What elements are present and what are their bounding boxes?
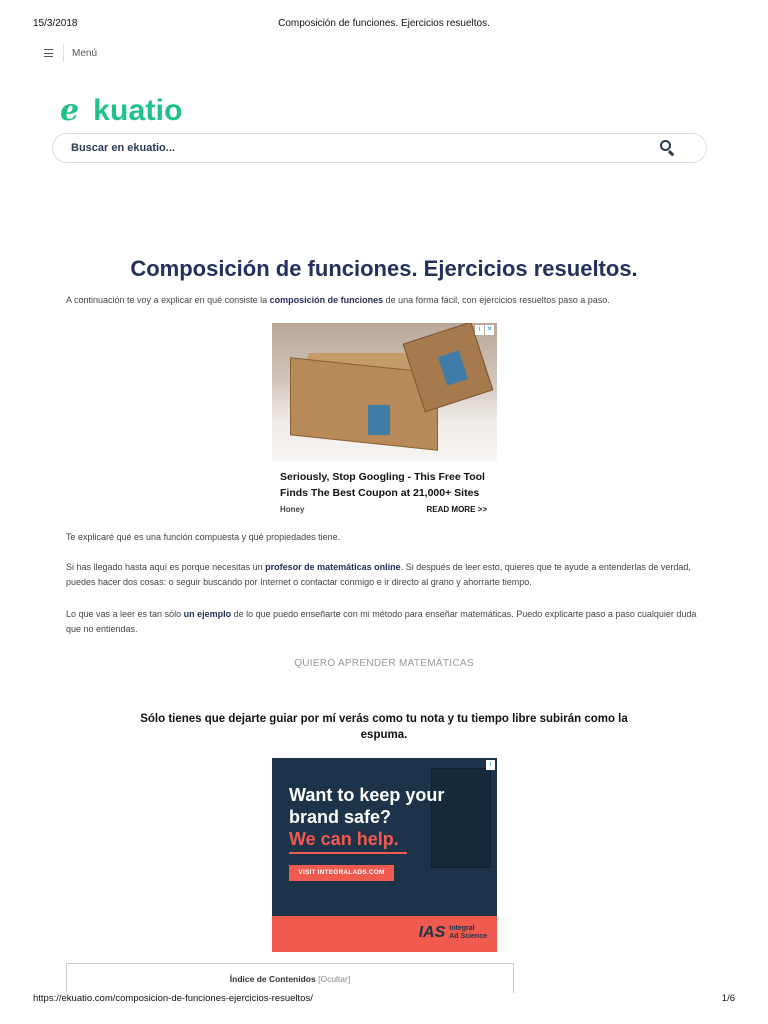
- search-icon[interactable]: [658, 138, 678, 158]
- toc-toggle[interactable]: [Ocultar]: [318, 974, 351, 984]
- print-page-number: 1/6: [721, 993, 735, 1004]
- logo-mark: e: [60, 93, 80, 128]
- ias-logo: IAS Integral Ad Science: [418, 924, 487, 941]
- menu-label[interactable]: Menú: [72, 47, 98, 59]
- intro-emphasis: composición de funciones: [269, 295, 384, 305]
- ad-headline[interactable]: Seriously, Stop Googling - This Free Tool Finds The Best Coupon at 21,000+ Sites: [280, 471, 485, 499]
- ad-image[interactable]: [272, 323, 497, 461]
- ad-footer: [272, 916, 497, 952]
- search-bar[interactable]: [52, 133, 707, 163]
- menu-toggle[interactable]: [44, 44, 97, 62]
- adchoices-icon[interactable]: i ✕: [475, 325, 495, 335]
- search-input[interactable]: Buscar en ekuatio...: [71, 142, 175, 154]
- article-intro: A continuación te voy a explicar en qué consiste la composición de funciones de una forma fácil, con ejercicios resueltos paso a paso.: [66, 295, 610, 305]
- toc-title: Índice de Contenidos [Ocultar]: [229, 974, 351, 984]
- tutor-link[interactable]: profesor de matemáticas online: [265, 562, 401, 572]
- logo-text: kuatio: [93, 94, 183, 127]
- print-date: 15/3/2018: [33, 18, 78, 29]
- print-url: https://ekuatio.com/composicion-de-funciones-ejercicios-resueltos/: [33, 993, 313, 1004]
- article-paragraph: Lo que vas a leer es tan sólo un ejemplo de lo que puedo enseñarte con mi método para enseñar matemáticas. Puedo explicarte paso a paso cualquier duda que no entiendas.: [66, 609, 697, 634]
- learn-math-button[interactable]: QUIERO APRENDER MATEMÁTICAS: [294, 658, 474, 669]
- ad-accent: We can help.: [289, 829, 399, 849]
- example-emphasis: un ejemplo: [183, 609, 232, 619]
- menu-divider: [63, 44, 64, 62]
- hamburger-icon[interactable]: [44, 49, 53, 57]
- article-quote: Sólo tienes que dejarte guiar por mí verás como tu nota y tu tiempo libre subirán como la espuma.: [140, 713, 628, 741]
- print-page-title: Composición de funciones. Ejercicios resueltos.: [278, 18, 490, 29]
- article-paragraph: Si has llegado hasta aquí es porque necesitas un profesor de matemáticas online. Si después de leer esto, quieres que te ayude a entenderlas de verdad, puedes hacer dos cosas: o seguir buscando por Internet o contactar conmigo e ir directo al grano y ahorrarte tiempo.: [66, 562, 691, 587]
- ad-underline: [289, 852, 407, 854]
- ad-honey[interactable]: [272, 323, 497, 521]
- article-paragraph: Te explicaré qué es una función compuesta y qué propiedades tiene.: [66, 532, 341, 542]
- article-title: Composición de funciones. Ejercicios resueltos.: [130, 256, 638, 281]
- site-logo[interactable]: [60, 93, 183, 128]
- ad-read-more-link[interactable]: READ MORE >>: [426, 505, 487, 514]
- ad-visit-button[interactable]: VISIT INTEGRALADS.COM: [289, 865, 394, 881]
- ad-integral[interactable]: [272, 758, 497, 952]
- ad-headline[interactable]: Want to keep your brand safe?: [289, 785, 445, 827]
- ad-brand: Honey: [280, 505, 305, 514]
- adchoices-icon[interactable]: i: [486, 760, 495, 770]
- table-of-contents: [66, 963, 514, 993]
